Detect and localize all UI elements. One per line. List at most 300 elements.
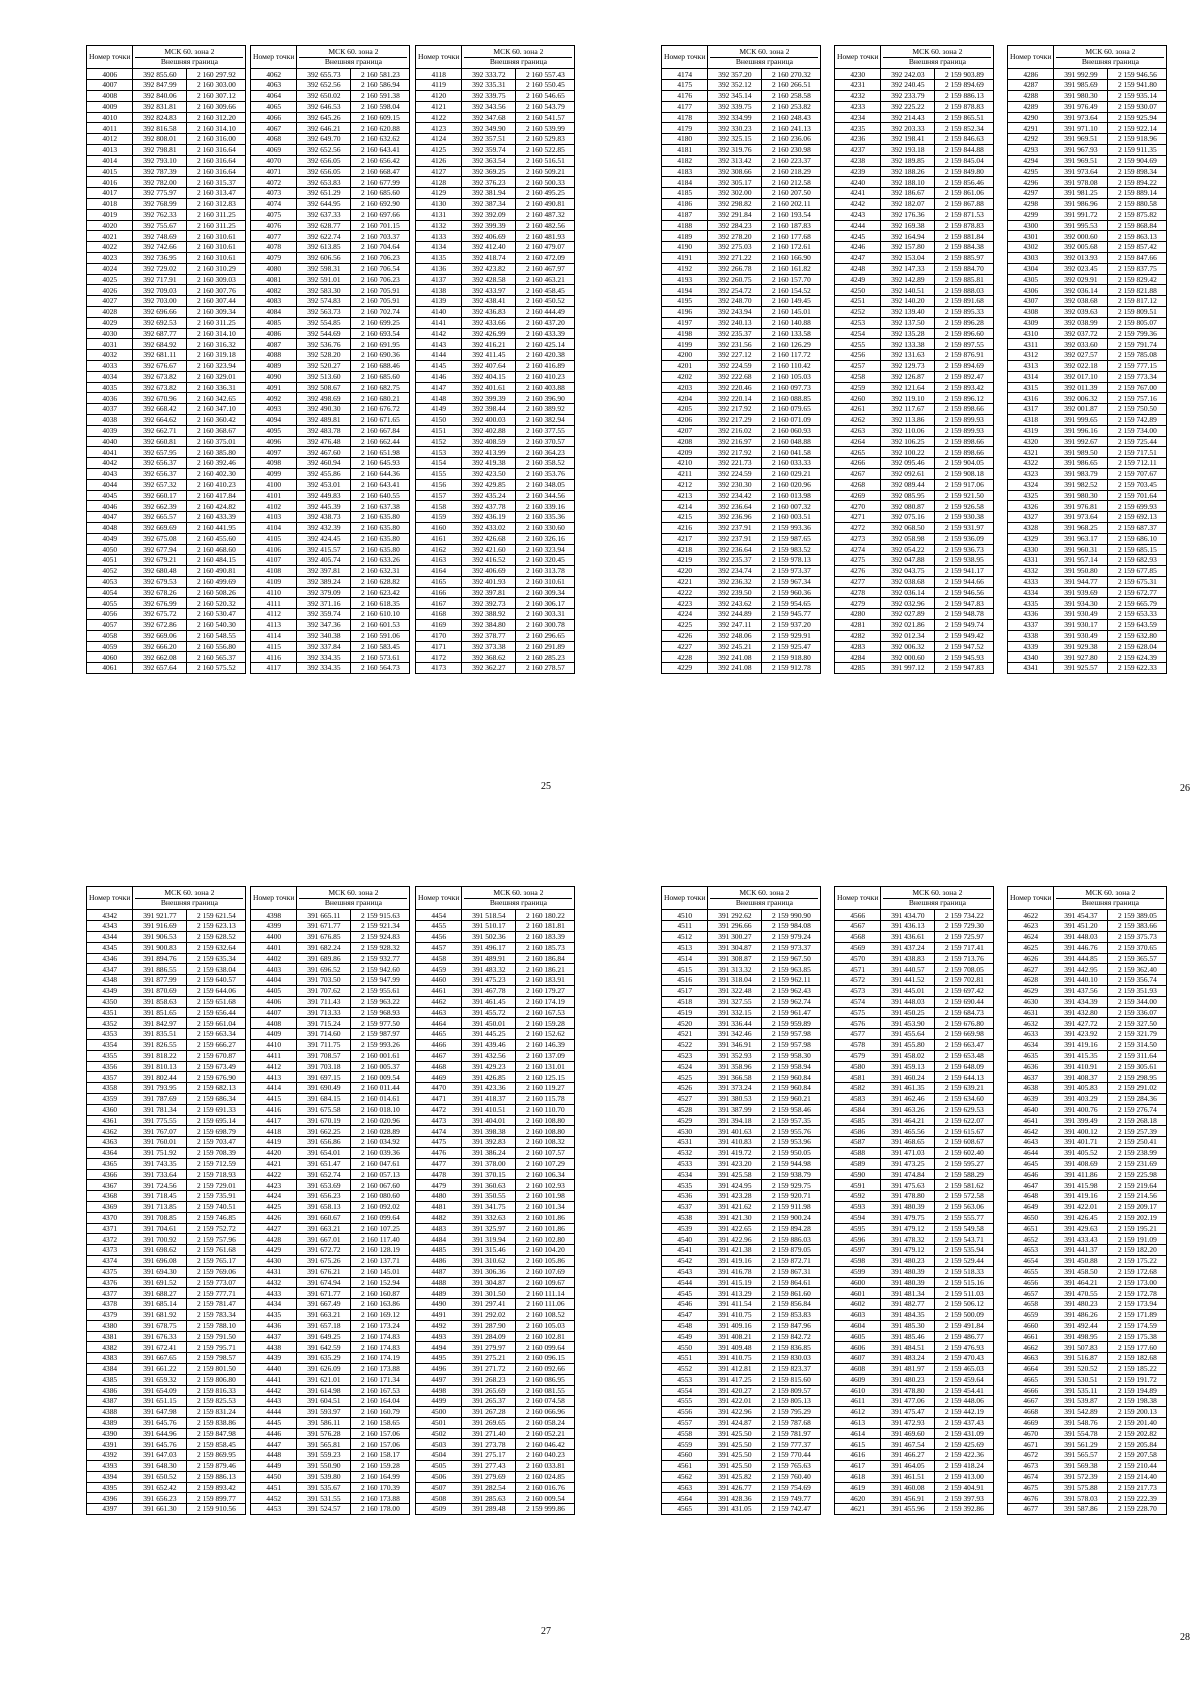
table-row — [416, 1342, 575, 1353]
point-number: 4245 — [835, 231, 881, 242]
table-row — [662, 263, 821, 274]
y-coordinate: 2 159 809.57 — [762, 1385, 821, 1396]
point-number: 4369 — [87, 1201, 133, 1212]
table-row — [87, 317, 246, 328]
point-number: 4457 — [416, 942, 462, 953]
point-number: 4554 — [662, 1385, 708, 1396]
y-coordinate: 2 160 312.83 — [187, 199, 246, 210]
x-coordinate: 391 456.91 — [881, 1493, 935, 1504]
y-coordinate: 2 160 092.02 — [351, 1201, 410, 1212]
y-coordinate: 2 160 003.51 — [762, 512, 821, 523]
y-coordinate: 2 160 173.88 — [351, 1363, 410, 1374]
x-coordinate: 392 038.68 — [881, 576, 935, 587]
point-number: 4049 — [87, 533, 133, 544]
table-row — [835, 576, 994, 587]
y-coordinate: 2 159 871.53 — [935, 209, 994, 220]
header-boundary-label: Внешняя граница — [135, 57, 243, 67]
point-number: 4368 — [87, 1191, 133, 1202]
point-number: 4328 — [1008, 522, 1054, 533]
point-number: 4180 — [662, 134, 708, 145]
y-coordinate: 2 159 634.60 — [935, 1093, 994, 1104]
point-number: 4412 — [251, 1061, 297, 1072]
y-coordinate: 2 160 336.31 — [187, 382, 246, 393]
point-number: 4182 — [662, 155, 708, 166]
x-coordinate: 391 479.12 — [881, 1223, 935, 1234]
x-coordinate: 391 434.39 — [1054, 996, 1108, 1007]
y-coordinate: 2 159 912.78 — [762, 663, 821, 674]
point-number: 4268 — [835, 479, 881, 490]
x-coordinate: 392 670.96 — [133, 393, 187, 404]
x-coordinate: 391 713.33 — [297, 1007, 351, 1018]
y-coordinate: 2 160 258.58 — [762, 91, 821, 102]
table-row — [251, 404, 410, 415]
y-coordinate: 2 160 074.58 — [516, 1396, 575, 1407]
x-coordinate: 392 489.81 — [297, 414, 351, 425]
table-row — [835, 522, 994, 533]
y-coordinate: 2 160 172.61 — [762, 242, 821, 253]
table-row — [1008, 1072, 1167, 1083]
coordinate-table — [834, 886, 994, 1515]
point-number: 4129 — [416, 188, 462, 199]
x-coordinate: 391 542.89 — [1054, 1407, 1108, 1418]
x-coordinate: 391 485.30 — [881, 1320, 935, 1331]
x-coordinate: 391 657.18 — [297, 1320, 351, 1331]
point-number: 4305 — [1008, 274, 1054, 285]
point-number: 4226 — [662, 630, 708, 641]
x-coordinate: 392 325.15 — [708, 134, 762, 145]
x-coordinate: 392 247.11 — [708, 620, 762, 631]
table-row — [1008, 942, 1167, 953]
y-coordinate: 2 160 640.55 — [351, 490, 410, 501]
point-number: 4319 — [1008, 425, 1054, 436]
y-coordinate: 2 159 945.77 — [762, 609, 821, 620]
table-row — [87, 609, 246, 620]
x-coordinate: 391 665.11 — [297, 910, 351, 921]
y-coordinate: 2 160 223.37 — [762, 155, 821, 166]
point-number: 4538 — [662, 1212, 708, 1223]
table-row — [251, 1191, 410, 1202]
point-number: 4079 — [251, 252, 297, 263]
y-coordinate: 2 160 167.53 — [351, 1385, 410, 1396]
x-coordinate: 391 336.44 — [708, 1018, 762, 1029]
x-coordinate: 392 657.32 — [133, 479, 187, 490]
x-coordinate: 391 284.09 — [462, 1331, 516, 1342]
point-number: 4061 — [87, 663, 133, 674]
table-row — [835, 1169, 994, 1180]
y-coordinate: 2 159 872.71 — [762, 1255, 821, 1266]
x-coordinate: 391 423.28 — [708, 1191, 762, 1202]
x-coordinate: 391 496.17 — [462, 942, 516, 953]
point-number: 4661 — [1008, 1331, 1054, 1342]
x-coordinate: 391 480.23 — [881, 1255, 935, 1266]
y-coordinate: 2 159 896.28 — [935, 317, 994, 328]
x-coordinate: 391 921.77 — [133, 910, 187, 921]
point-number: 4235 — [835, 123, 881, 134]
point-number: 4290 — [1008, 112, 1054, 123]
table-row — [416, 328, 575, 339]
table-row — [251, 231, 410, 242]
x-coordinate: 392 121.64 — [881, 382, 935, 393]
point-number: 4591 — [835, 1180, 881, 1191]
x-coordinate: 392 340.38 — [297, 630, 351, 641]
y-coordinate: 2 159 856.46 — [935, 177, 994, 188]
y-coordinate: 2 160 183.39 — [516, 932, 575, 943]
x-coordinate: 391 976.81 — [1054, 501, 1108, 512]
table-row — [1008, 1439, 1167, 1450]
y-coordinate: 2 159 829.42 — [1108, 274, 1167, 285]
x-coordinate: 392 357.51 — [462, 134, 516, 145]
table-row — [251, 242, 410, 253]
y-coordinate: 2 159 773.34 — [1108, 371, 1167, 382]
table-row — [416, 263, 575, 274]
y-coordinate: 2 159 621.54 — [187, 910, 246, 921]
table-row — [87, 533, 246, 544]
y-coordinate: 2 159 896.12 — [935, 393, 994, 404]
table-row — [835, 1288, 994, 1299]
point-number: 4551 — [662, 1353, 708, 1364]
y-coordinate: 2 159 707.67 — [1108, 468, 1167, 479]
point-number: 4233 — [835, 101, 881, 112]
y-coordinate: 2 159 954.65 — [762, 598, 821, 609]
x-coordinate: 391 425.50 — [708, 1461, 762, 1472]
x-coordinate: 392 278.20 — [708, 231, 762, 242]
y-coordinate: 2 160 541.57 — [516, 112, 575, 123]
table-row — [1008, 1396, 1167, 1407]
x-coordinate: 391 516.87 — [1054, 1353, 1108, 1364]
x-coordinate: 392 418.74 — [462, 252, 516, 263]
coordinate-table — [1007, 886, 1167, 1515]
table-row — [87, 942, 246, 953]
y-coordinate: 2 159 182.68 — [1108, 1353, 1167, 1364]
y-coordinate: 2 159 257.39 — [1108, 1126, 1167, 1137]
y-coordinate: 2 160 174.19 — [516, 996, 575, 1007]
table-row — [416, 360, 575, 371]
point-number: 4275 — [835, 555, 881, 566]
table-row — [87, 1385, 246, 1396]
point-number: 4037 — [87, 404, 133, 415]
point-number: 4126 — [416, 155, 462, 166]
point-number: 4106 — [251, 544, 297, 555]
table-row — [251, 285, 410, 296]
point-number: 4227 — [662, 641, 708, 652]
y-coordinate: 2 159 844.88 — [935, 145, 994, 156]
point-number: 4378 — [87, 1299, 133, 1310]
y-coordinate: 2 160 601.53 — [351, 620, 410, 631]
y-coordinate: 2 160 024.85 — [516, 1471, 575, 1482]
y-coordinate: 2 160 688.46 — [351, 360, 410, 371]
x-coordinate: 391 986.96 — [1054, 199, 1108, 210]
y-coordinate: 2 160 323.94 — [516, 544, 575, 555]
x-coordinate: 392 419.38 — [462, 458, 516, 469]
point-number: 4638 — [1008, 1083, 1054, 1094]
table-row — [662, 317, 821, 328]
table-row — [416, 209, 575, 220]
point-number: 4614 — [835, 1428, 881, 1439]
y-coordinate: 2 159 422.36 — [935, 1450, 994, 1461]
y-coordinate: 2 160 048.88 — [762, 436, 821, 447]
y-coordinate: 2 160 174.19 — [351, 1353, 410, 1364]
y-coordinate: 2 159 900.24 — [762, 1212, 821, 1223]
table-row — [835, 996, 994, 1007]
y-coordinate: 2 160 187.83 — [762, 220, 821, 231]
x-coordinate: 391 422.96 — [708, 1234, 762, 1245]
point-number: 4502 — [416, 1428, 462, 1439]
table-row — [835, 1029, 994, 1040]
y-coordinate: 2 160 154.52 — [762, 285, 821, 296]
table-row — [835, 1277, 994, 1288]
y-coordinate: 2 160 319.18 — [187, 350, 246, 361]
point-number: 4629 — [1008, 986, 1054, 997]
x-coordinate: 392 736.95 — [133, 252, 187, 263]
x-coordinate: 392 248.70 — [708, 296, 762, 307]
table-row — [416, 1180, 575, 1191]
table-row — [87, 263, 246, 274]
table-row — [416, 652, 575, 663]
y-coordinate: 2 160 609.15 — [351, 112, 410, 123]
point-number: 4552 — [662, 1363, 708, 1374]
point-number: 4436 — [251, 1320, 297, 1331]
table-row — [835, 263, 994, 274]
table-row — [251, 458, 410, 469]
table-row — [662, 1407, 821, 1418]
y-coordinate: 2 159 506.12 — [935, 1299, 994, 1310]
y-coordinate: 2 160 291.89 — [516, 641, 575, 652]
y-coordinate: 2 159 885.81 — [935, 274, 994, 285]
table-row — [416, 1471, 575, 1482]
table-row — [251, 69, 410, 80]
x-coordinate: 392 222.68 — [708, 371, 762, 382]
y-coordinate: 2 160 467.97 — [516, 263, 575, 274]
point-number: 4421 — [251, 1158, 297, 1169]
x-coordinate: 392 230.30 — [708, 479, 762, 490]
x-coordinate: 391 271.40 — [462, 1428, 516, 1439]
table-row — [416, 220, 575, 231]
point-number: 4426 — [251, 1212, 297, 1223]
table-row — [87, 1072, 246, 1083]
table-row — [835, 1504, 994, 1515]
point-number: 4576 — [835, 1018, 881, 1029]
table-row — [87, 1493, 246, 1504]
point-number: 4490 — [416, 1299, 462, 1310]
y-coordinate: 2 160 086.95 — [516, 1374, 575, 1385]
x-coordinate: 391 900.83 — [133, 942, 187, 953]
x-coordinate: 391 672.41 — [133, 1342, 187, 1353]
x-coordinate: 392 330.23 — [708, 123, 762, 134]
x-coordinate: 391 661.22 — [133, 1363, 187, 1374]
y-coordinate: 2 160 152.94 — [351, 1277, 410, 1288]
y-coordinate: 2 159 783.34 — [187, 1309, 246, 1320]
x-coordinate: 391 685.14 — [133, 1299, 187, 1310]
x-coordinate: 392 359.74 — [462, 145, 516, 156]
point-number: 4427 — [251, 1223, 297, 1234]
y-coordinate: 2 159 231.69 — [1108, 1158, 1167, 1169]
x-coordinate: 391 460.24 — [881, 1072, 935, 1083]
point-number: 4575 — [835, 1007, 881, 1018]
y-coordinate: 2 159 635.34 — [187, 953, 246, 964]
table-row — [251, 663, 410, 674]
x-coordinate: 392 401.61 — [462, 382, 516, 393]
point-number: 4647 — [1008, 1180, 1054, 1191]
y-coordinate: 2 159 894.69 — [935, 80, 994, 91]
x-coordinate: 391 459.13 — [881, 1061, 935, 1072]
x-coordinate: 392 637.33 — [297, 209, 351, 220]
table-row — [87, 1083, 246, 1094]
x-coordinate: 391 429.63 — [1054, 1223, 1108, 1234]
coordinate-table — [250, 45, 410, 674]
table-row — [835, 512, 994, 523]
table-row — [835, 1191, 994, 1202]
y-coordinate: 2 160 339.16 — [516, 501, 575, 512]
y-coordinate: 2 159 936.09 — [935, 533, 994, 544]
x-coordinate: 392 373.38 — [462, 641, 516, 652]
table-row — [662, 1245, 821, 1256]
table-row — [835, 1223, 994, 1234]
x-coordinate: 391 410.91 — [1054, 1061, 1108, 1072]
y-coordinate: 2 160 347.10 — [187, 404, 246, 415]
table-row — [87, 414, 246, 425]
table-row — [1008, 1137, 1167, 1148]
table-row — [416, 1439, 575, 1450]
x-coordinate: 391 440.57 — [881, 964, 935, 975]
table-row — [251, 1234, 410, 1245]
x-coordinate: 392 406.69 — [462, 566, 516, 577]
point-number: 4642 — [1008, 1126, 1054, 1137]
point-number: 4023 — [87, 252, 133, 263]
y-coordinate: 2 160 046.42 — [516, 1439, 575, 1450]
table-row — [251, 1471, 410, 1482]
y-coordinate: 2 159 947.99 — [351, 975, 410, 986]
y-coordinate: 2 159 781.47 — [187, 1299, 246, 1310]
x-coordinate: 391 267.28 — [462, 1407, 516, 1418]
table-row — [251, 1428, 410, 1439]
x-coordinate: 391 635.29 — [297, 1353, 351, 1364]
x-coordinate: 391 787.69 — [133, 1093, 187, 1104]
y-coordinate: 2 160 128.19 — [351, 1245, 410, 1256]
point-number: 4355 — [87, 1050, 133, 1061]
point-number: 4631 — [1008, 1007, 1054, 1018]
point-number: 4123 — [416, 123, 462, 134]
y-coordinate: 2 160 645.93 — [351, 458, 410, 469]
point-number: 4488 — [416, 1277, 462, 1288]
point-number: 4650 — [1008, 1212, 1054, 1223]
x-coordinate: 391 645.76 — [133, 1417, 187, 1428]
table-row — [662, 1029, 821, 1040]
point-number: 4664 — [1008, 1363, 1054, 1374]
point-number: 4291 — [1008, 123, 1054, 134]
point-number: 4249 — [835, 274, 881, 285]
y-coordinate: 2 159 823.37 — [762, 1363, 821, 1374]
point-number: 4267 — [835, 468, 881, 479]
y-coordinate: 2 159 838.86 — [187, 1417, 246, 1428]
point-number: 4600 — [835, 1277, 881, 1288]
x-coordinate: 391 422.01 — [708, 1396, 762, 1407]
point-number: 4192 — [662, 263, 708, 274]
point-number: 4553 — [662, 1374, 708, 1385]
y-coordinate: 2 160 193.54 — [762, 209, 821, 220]
y-coordinate: 2 160 490.81 — [187, 566, 246, 577]
x-coordinate: 391 461.35 — [881, 1083, 935, 1094]
table-row — [662, 1072, 821, 1083]
point-number: 4574 — [835, 996, 881, 1007]
point-number: 4550 — [662, 1342, 708, 1353]
x-coordinate: 392 467.60 — [297, 447, 351, 458]
y-coordinate: 2 160 101.86 — [516, 1212, 575, 1223]
point-number: 4599 — [835, 1266, 881, 1277]
y-coordinate: 2 159 661.04 — [187, 1018, 246, 1029]
table-row — [835, 177, 994, 188]
x-coordinate: 391 426.77 — [708, 1482, 762, 1493]
point-number: 4362 — [87, 1126, 133, 1137]
y-coordinate: 2 160 107.69 — [516, 1266, 575, 1277]
table-row — [416, 1093, 575, 1104]
table-row — [87, 921, 246, 932]
y-coordinate: 2 159 889.14 — [1108, 188, 1167, 199]
table-row — [251, 921, 410, 932]
table-row — [251, 1482, 410, 1493]
table-row — [1008, 1083, 1167, 1094]
table-row — [87, 630, 246, 641]
y-coordinate: 2 159 228.70 — [1108, 1504, 1167, 1515]
table-row — [87, 145, 246, 156]
y-coordinate: 2 159 918.80 — [762, 652, 821, 663]
x-coordinate: 392 339.75 — [708, 101, 762, 112]
table-row — [1008, 1482, 1167, 1493]
point-number: 4447 — [251, 1439, 297, 1450]
y-coordinate: 2 159 817.12 — [1108, 296, 1167, 307]
x-coordinate: 392 240.45 — [881, 80, 935, 91]
x-coordinate: 392 047.88 — [881, 555, 935, 566]
table-row — [662, 134, 821, 145]
point-number: 4189 — [662, 231, 708, 242]
point-number: 4461 — [416, 986, 462, 997]
table-row — [87, 382, 246, 393]
x-coordinate: 392 433.97 — [462, 285, 516, 296]
table-row — [1008, 1353, 1167, 1364]
table-row — [251, 1093, 410, 1104]
table-row — [87, 436, 246, 447]
table-row — [87, 404, 246, 415]
x-coordinate: 391 667.65 — [133, 1353, 187, 1364]
point-number: 4637 — [1008, 1072, 1054, 1083]
point-number: 4462 — [416, 996, 462, 1007]
y-coordinate: 2 159 947.52 — [935, 641, 994, 652]
point-number: 4429 — [251, 1245, 297, 1256]
point-number: 4191 — [662, 252, 708, 263]
table-row — [87, 209, 246, 220]
table-row — [87, 1255, 246, 1266]
y-coordinate: 2 159 500.09 — [935, 1309, 994, 1320]
y-coordinate: 2 159 961.47 — [762, 1007, 821, 1018]
y-coordinate: 2 160 060.93 — [762, 425, 821, 436]
x-coordinate: 391 967.93 — [1054, 145, 1108, 156]
point-number: 4577 — [835, 1029, 881, 1040]
y-coordinate: 2 159 795.29 — [762, 1407, 821, 1418]
y-coordinate: 2 159 725.97 — [935, 932, 994, 943]
point-number: 4201 — [662, 360, 708, 371]
x-coordinate: 392 027.89 — [881, 609, 935, 620]
table-row — [835, 1407, 994, 1418]
y-coordinate: 2 159 960.84 — [762, 1083, 821, 1094]
y-coordinate: 2 159 904.69 — [1108, 155, 1167, 166]
point-number: 4269 — [835, 490, 881, 501]
y-coordinate: 2 159 765.17 — [187, 1255, 246, 1266]
header-boundary-label: Внешняя граница — [710, 57, 818, 67]
y-coordinate: 2 160 066.96 — [516, 1407, 575, 1418]
x-coordinate: 391 531.55 — [297, 1493, 351, 1504]
y-coordinate: 2 160 099.64 — [351, 1212, 410, 1223]
table-row — [87, 964, 246, 975]
point-number: 4088 — [251, 350, 297, 361]
